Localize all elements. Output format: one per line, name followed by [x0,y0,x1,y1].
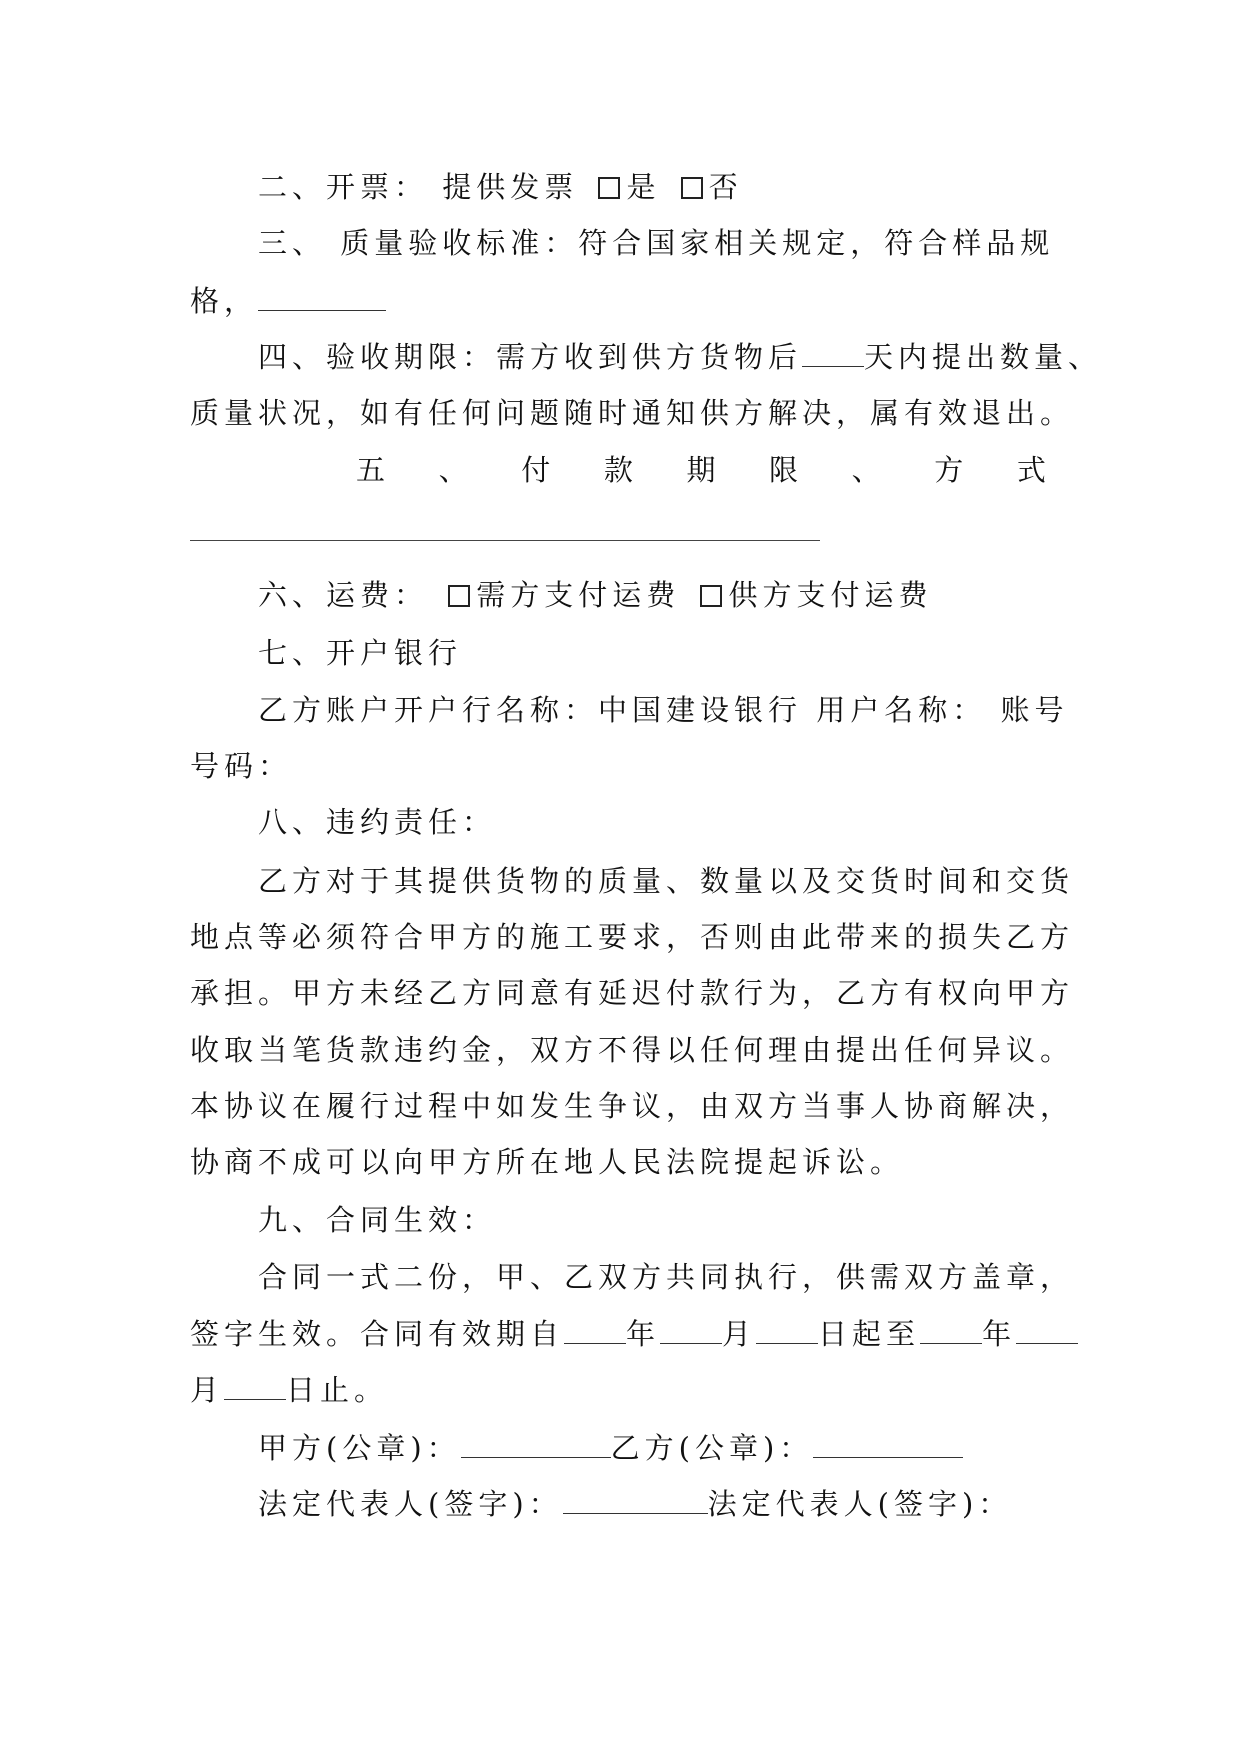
payment-char: 五 [356,453,386,487]
effect-heading: 九、合同生效： [258,1203,497,1237]
freight-line [258,575,932,615]
payment-blank-line[interactable] [190,540,820,541]
end-year-blank[interactable] [920,1317,982,1344]
acceptance-text-a: 四、验收期限：需方收到供方货物后 [258,340,803,374]
option-no-label: 否 [708,170,743,204]
month-label: 月 [722,1317,757,1351]
invoice-label: 二、开票： [258,170,429,204]
payment-char: 、 [851,453,881,487]
freight-supplier-label: 供方支付运费 [728,578,933,612]
year-label: 年 [626,1317,661,1351]
liability-line: 乙方对于其提供货物的质量、数量以及交货时间和交货 [258,864,1075,898]
checkbox-supplier-pays[interactable] [700,585,722,607]
quality-line-1: 三、 质量验收标准：符合国家相关规定，符合样品规 [258,226,1055,260]
party-a-seal-label: 甲方(公章)： [258,1431,461,1465]
acceptance-text-b: 天内提出数量、 [864,340,1103,374]
payment-char: 付 [521,453,551,487]
rep-a-label: 法定代表人(签字)： [258,1487,563,1521]
payment-char: 款 [603,453,633,487]
effect-text: 签字生效。合同有效期自 [190,1317,565,1351]
checkbox-no[interactable] [681,177,703,199]
checkbox-yes[interactable] [598,177,620,199]
day-from-label: 日起至 [818,1317,921,1351]
liability-line: 承担。甲方未经乙方同意有延迟付款行为，乙方有权向甲方 [190,976,1075,1010]
acceptance-days-blank[interactable] [802,340,864,367]
representative-line [258,1484,1012,1524]
payment-heading [356,450,1046,490]
day-end-label: 日止。 [286,1373,389,1407]
seal-line [258,1428,963,1468]
liability-line: 收取当笔货款违约金，双方不得以任何理由提出任何异议。 [190,1033,1075,1067]
end-day-blank[interactable] [224,1373,286,1400]
liability-line: 本协议在履行过程中如发生争议，由双方当事人协商解决， [190,1089,1075,1123]
liability-heading: 八、违约责任： [258,805,497,839]
party-b-seal-label: 乙方(公章)： [610,1431,814,1465]
payment-char: 限 [769,453,799,487]
acceptance-line-1 [258,337,1102,377]
liability-line: 地点等必须符合甲方的施工要求，否则由此带来的损失乙方 [190,920,1075,954]
party-b-seal-blank[interactable] [813,1431,963,1458]
payment-char: 方 [934,453,964,487]
payment-char: 、 [438,453,468,487]
payment-char: 式 [1016,453,1046,487]
liability-line: 协商不成可以向甲方所在地人民法院提起诉讼。 [190,1145,905,1179]
checkbox-buyer-pays[interactable] [448,585,470,607]
bank-heading: 七、开户银行 [258,636,463,670]
party-a-seal-blank[interactable] [461,1431,611,1458]
start-day-blank[interactable] [756,1317,818,1344]
bank-line-1: 乙方账户开户行名称：中国建设银行 用户名称： 账号 [258,693,1069,727]
start-month-blank[interactable] [660,1317,722,1344]
payment-char: 期 [686,453,716,487]
quality-blank[interactable] [258,284,386,311]
freight-label: 六、运费： [258,578,429,612]
acceptance-line-2: 质量状况，如有任何问题随时通知供方解决，属有效退出。 [190,396,1075,430]
freight-buyer-label: 需方支付运费 [476,578,681,612]
rep-b-label: 法定代表人(签字)： [707,1487,1013,1521]
effect-line-3 [190,1370,388,1410]
month-label: 月 [190,1373,225,1407]
start-year-blank[interactable] [564,1317,626,1344]
effect-line-2 [190,1314,1078,1354]
year-label: 年 [982,1317,1017,1351]
quality-line-2-text: 格， [190,284,259,318]
invoice-line [258,167,743,207]
effect-line-1: 合同一式二份，甲、乙双方共同执行，供需双方盖章， [258,1260,1075,1294]
end-month-blank[interactable] [1016,1317,1078,1344]
rep-a-blank[interactable] [563,1487,708,1514]
quality-line-2 [190,281,386,321]
bank-line-2: 号码： [190,749,293,783]
option-yes-label: 是 [626,170,661,204]
invoice-item: 提供发票 [442,170,579,204]
